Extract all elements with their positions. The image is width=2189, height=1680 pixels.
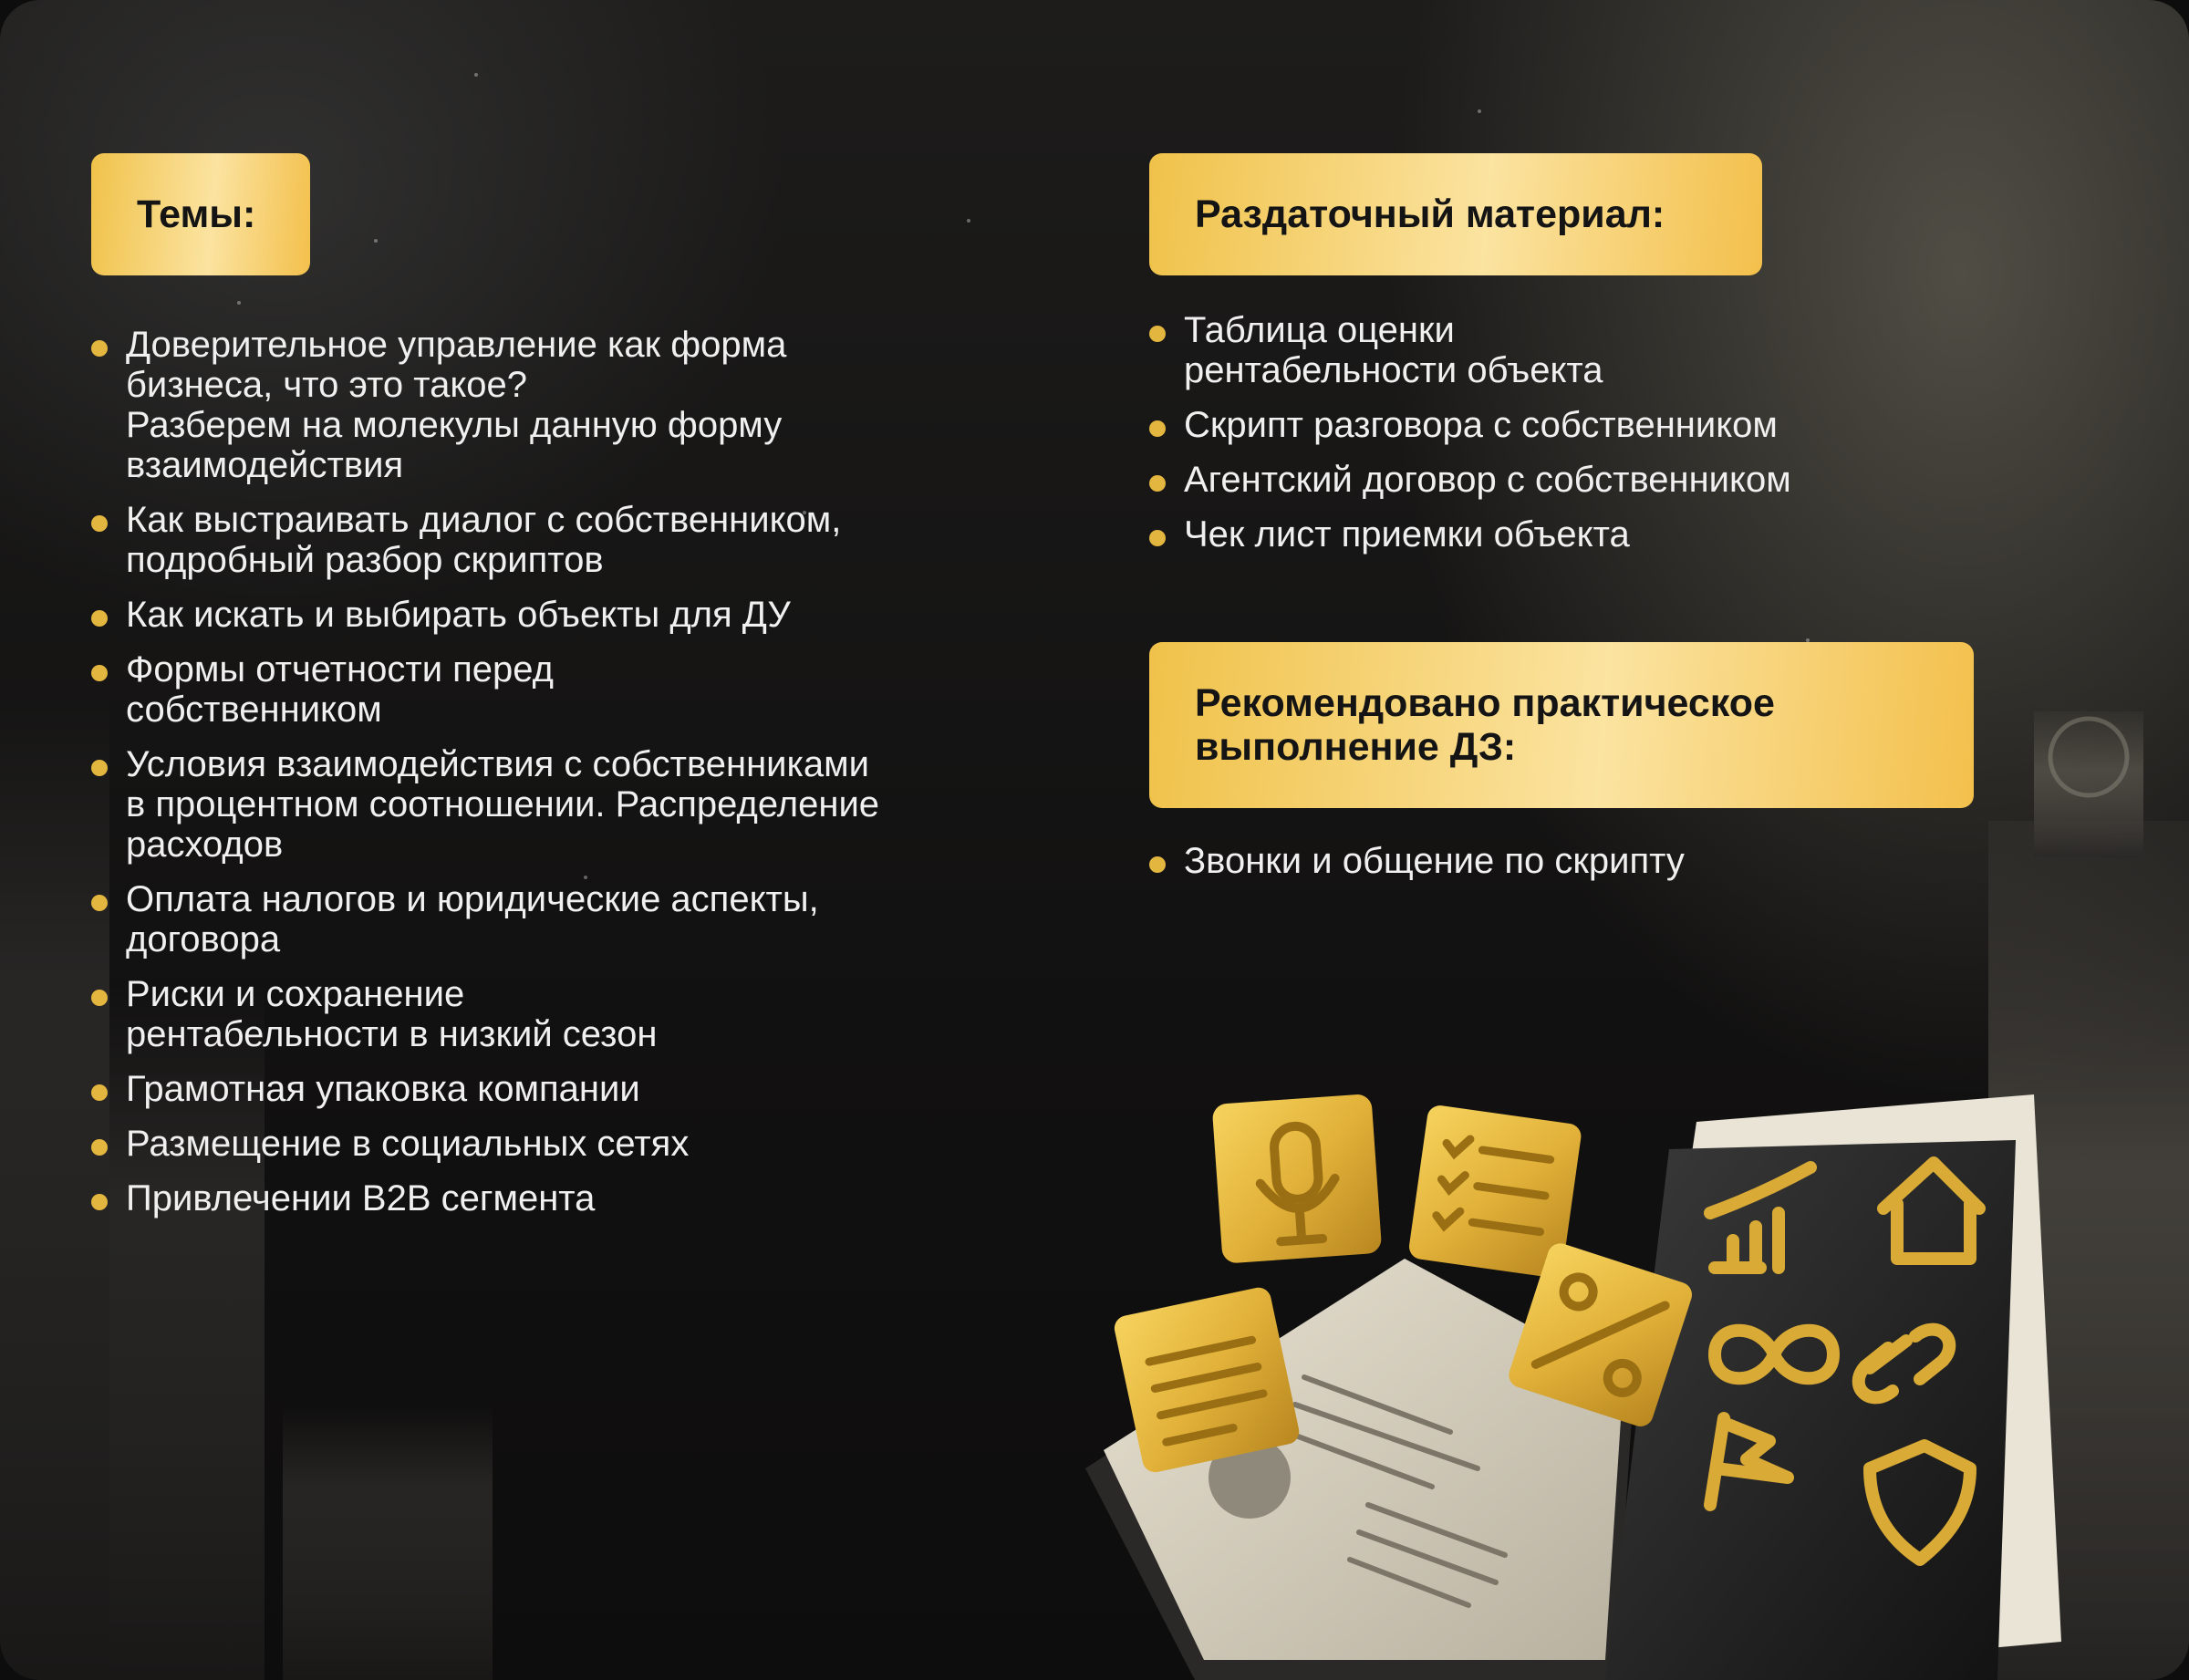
list-item: Условия взаимодействия с собственниками в процентном соотношении. Распределение расходов bbox=[91, 744, 1003, 865]
handouts-title-badge bbox=[1149, 153, 1762, 275]
bullet-icon bbox=[91, 515, 108, 532]
list-item: Агентский договор с собственником bbox=[1149, 460, 2061, 500]
list-item: Оплата налогов и юридические аспекты, договора bbox=[91, 879, 1003, 959]
list-item: Доверительное управление как форма бизнеса, что это такое? Разберем на молекулы данную форму взаимодействия bbox=[91, 325, 1003, 485]
homework-title-badge bbox=[1149, 642, 1974, 808]
bullet-icon bbox=[91, 1139, 108, 1156]
bullet-icon bbox=[1149, 420, 1166, 437]
topics-title: Темы: bbox=[137, 192, 256, 236]
bullet-icon bbox=[91, 1194, 108, 1210]
bullet-icon bbox=[91, 665, 108, 681]
homework-list bbox=[1149, 841, 2061, 896]
document-tile bbox=[1112, 1285, 1302, 1475]
leather-folder bbox=[1605, 1094, 2061, 1680]
folder-illustration bbox=[1067, 1076, 2116, 1680]
handouts-list bbox=[1149, 310, 2061, 569]
bullet-icon bbox=[91, 1084, 108, 1101]
list-item: Привлечении В2В сегмента bbox=[91, 1178, 1003, 1219]
list-item: Грамотная упаковка компании bbox=[91, 1069, 1003, 1109]
bullet-icon bbox=[91, 340, 108, 357]
list-item: Чек лист приемки объекта bbox=[1149, 514, 2061, 555]
list-item: Формы отчетности перед собственником bbox=[91, 649, 1003, 730]
bullet-icon bbox=[1149, 475, 1166, 492]
bullet-icon bbox=[91, 895, 108, 911]
list-item: Как выстраивать диалог с собственником, подробный разбор скриптов bbox=[91, 500, 1003, 580]
list-item: Размещение в социальных сетях bbox=[91, 1124, 1003, 1164]
list-item: Как искать и выбирать объекты для ДУ bbox=[91, 595, 1003, 635]
bullet-icon bbox=[1149, 326, 1166, 342]
list-item: Звонки и общение по скрипту bbox=[1149, 841, 2061, 881]
bullet-icon bbox=[91, 760, 108, 776]
list-item: Скрипт разговора с собственником bbox=[1149, 405, 2061, 445]
bullet-icon bbox=[1149, 530, 1166, 546]
microphone-tile bbox=[1212, 1094, 1383, 1264]
topics-list bbox=[91, 325, 1003, 1233]
bullet-icon bbox=[91, 990, 108, 1006]
list-item: Таблица оценки рентабельности объекта bbox=[1149, 310, 2061, 390]
bullet-icon bbox=[1149, 856, 1166, 873]
list-item: Риски и сохранение рентабельности в низкий сезон bbox=[91, 974, 1003, 1054]
bullet-icon bbox=[91, 610, 108, 627]
homework-title: Рекомендовано практическое выполнение ДЗ: bbox=[1195, 681, 1775, 769]
topics-title-badge bbox=[91, 153, 310, 275]
handouts-title: Раздаточный материал: bbox=[1195, 192, 1665, 236]
